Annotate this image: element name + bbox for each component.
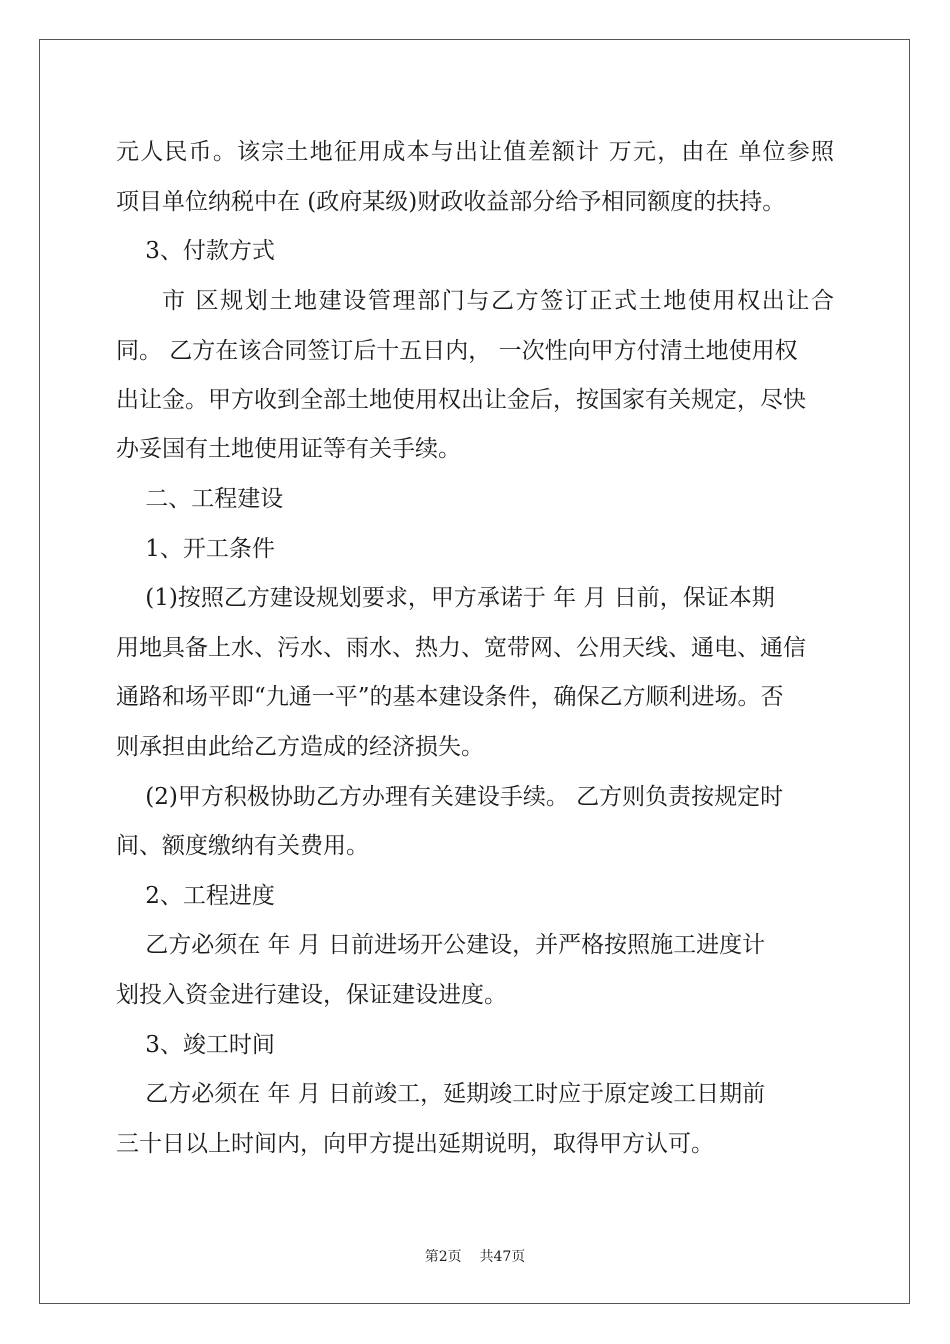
section-heading: 二、工程建设: [116, 486, 284, 512]
text-line: 三十日以上时间内，向甲方提出延期说明，取得甲方认可。: [116, 1131, 714, 1157]
text-line: 出让金。甲方收到全部土地使用权出让金后，按国家有关规定，尽快: [116, 387, 806, 413]
section-heading: 1、开工条件: [116, 536, 275, 562]
text-line: 通路和场平即“九通一平”的基本建设条件，确保乙方顺利进场。否: [116, 684, 784, 710]
text-line: 项目单位纳税中在 (政府某级)财政收益部分给予相同额度的扶持。: [116, 189, 786, 215]
section-heading: 2、工程进度: [116, 883, 275, 909]
page-border: [39, 39, 910, 1304]
text-line: 用地具备上水、污水、雨水、热力、宽带网、公用天线、通电、通信: [116, 635, 806, 661]
text-line: (1)按照乙方建设规划要求，甲方承诺于 年 月 日前，保证本期: [116, 585, 775, 611]
section-heading: 3、付款方式: [116, 238, 275, 264]
page-number-footer: 第2页 共47页: [424, 1249, 526, 1265]
text-line: 同。 乙方在该合同签订后十五日内， 一次性向甲方付清土地使用权: [116, 338, 798, 364]
text-line: (2)甲方积极协助乙方办理有关建设手续。 乙方则负责按规定时: [116, 784, 784, 810]
text-line: 间、额度缴纳有关费用。: [116, 833, 369, 859]
text-line: 乙方必须在 年 月 日前进场开公建设，并严格按照施工进度计: [116, 932, 766, 958]
text-line: 划投入资金进行建设，保证建设进度。: [116, 982, 507, 1008]
text-line: 则承担由此给乙方造成的经济损失。: [116, 734, 484, 760]
section-heading: 3、竣工时间: [116, 1032, 275, 1058]
text-line: 市 区规划土地建设管理部门与乙方签订正式土地使用权出让合: [162, 288, 834, 314]
text-line: 办妥国有土地使用证等有关手续。: [116, 436, 461, 462]
text-line: 乙方必须在 年 月 日前竣工，延期竣工时应于原定竣工日期前: [116, 1081, 766, 1107]
text-line: 元人民币。该宗土地征用成本与出让值差额计 万元，由在 单位参照: [116, 139, 834, 165]
